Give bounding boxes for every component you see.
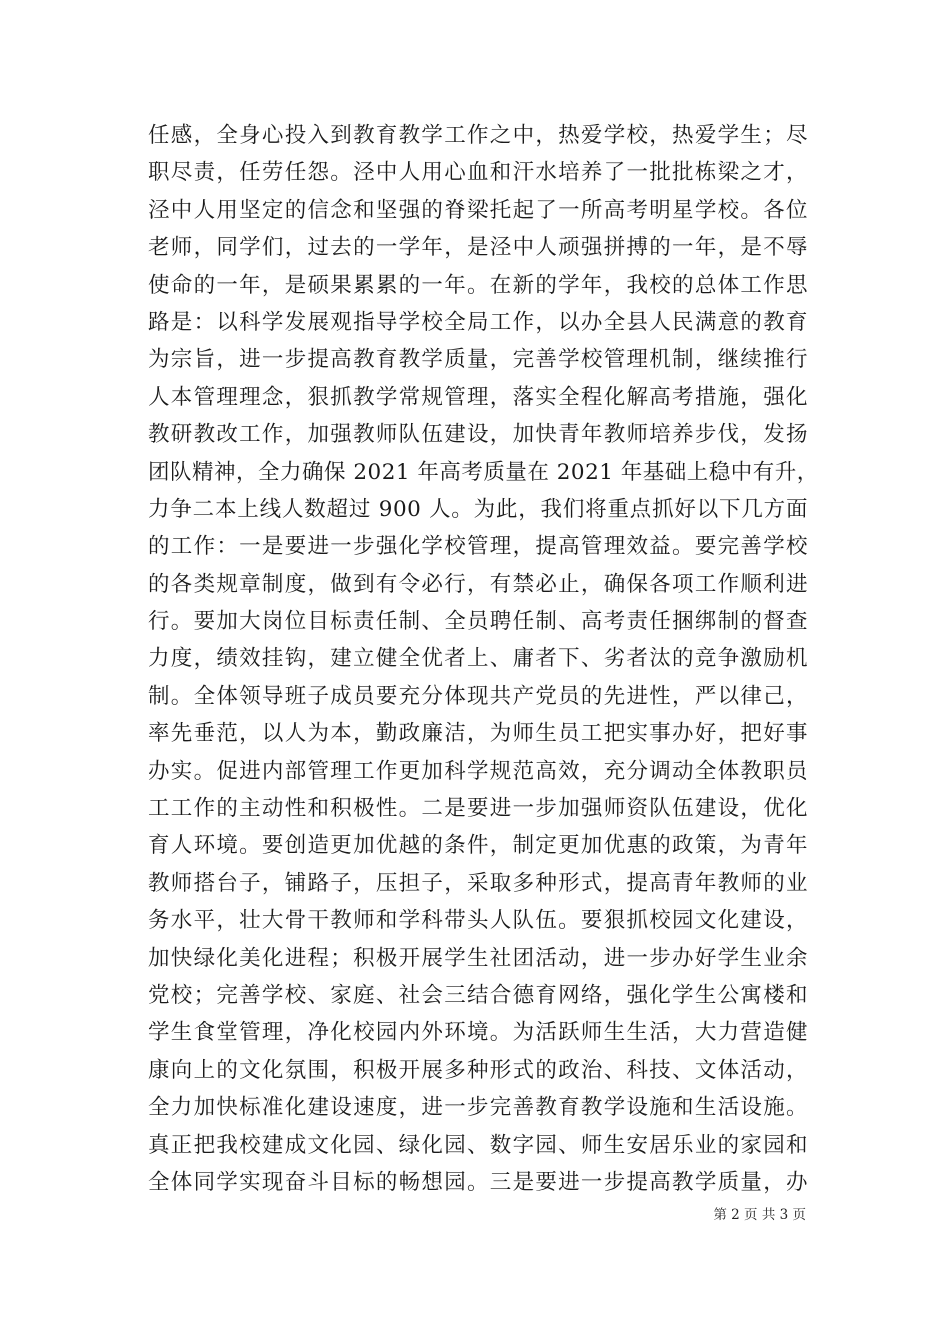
text-line: 务水平，壮大骨干教师和学科带头人队伍。要狠抓校园文化建设， <box>148 908 808 934</box>
text-line: 为宗旨，进一步提高教育教学质量，完善学校管理机制，继续推行 <box>148 347 808 373</box>
text-line: 制。全体领导班子成员要充分体现共产党员的先进性，严以律己， <box>148 683 808 709</box>
body-text <box>148 117 819 1201</box>
page-footer: 第 2 页 共 3 页 <box>713 1207 806 1223</box>
text-line: 真正把我校建成文化园、绿化园、数字园、师生安居乐业的家园和 <box>148 1132 808 1158</box>
text-line: 路是：以科学发展观指导学校全局工作，以办全县人民满意的教育 <box>148 309 808 335</box>
text-line: 泾中人用坚定的信念和坚强的脊梁托起了一所高考明星学校。各位 <box>148 197 808 223</box>
text-line: 力争二本上线人数超过 900 人。为此，我们将重点抓好以下几方面 <box>148 496 808 522</box>
text-line: 任感，全身心投入到教育教学工作之中，热爱学校，热爱学生；尽 <box>148 123 808 148</box>
text-line: 学生食堂管理，净化校园内外环境。为活跃师生生活，大力营造健 <box>148 1020 808 1046</box>
text-line: 育人环境。要创造更加优越的条件，制定更加优惠的政策，为青年 <box>148 833 808 859</box>
text-line: 力度，绩效挂钩，建立健全优者上、庸者下、劣者汰的竞争激励机 <box>148 646 808 672</box>
text-line: 教师搭台子，铺路子，压担子，采取多种形式，提高青年教师的业 <box>148 870 808 896</box>
text-line: 的工作：一是要进一步强化学校管理，提高管理效益。要完善学校 <box>148 534 808 560</box>
text-line: 率先垂范，以人为本，勤政廉洁，为师生员工把实事办好，把好事 <box>148 721 808 747</box>
text-line: 加快绿化美化进程；积极开展学生社团活动，进一步办好学生业余 <box>148 945 808 971</box>
text-line: 康向上的文化氛围，积极开展多种形式的政治、科技、文体活动， <box>148 1057 808 1083</box>
text-line: 工工作的主动性和积极性。二是要进一步加强师资队伍建设，优化 <box>148 796 808 822</box>
text-line: 全力加快标准化建设速度，进一步完善教育教学设施和生活设施。 <box>148 1095 808 1121</box>
text-line: 老师，同学们，过去的一学年，是泾中人顽强拼搏的一年，是不辱 <box>148 235 808 261</box>
text-line: 的各类规章制度，做到有令必行，有禁必止，确保各项工作顺利进 <box>148 571 808 597</box>
text-line: 教研教改工作，加强教师队伍建设，加快青年教师培养步伐，发扬 <box>148 422 808 448</box>
text-line: 职尽责，任劳任怨。泾中人用心血和汗水培养了一批批栋梁之才， <box>148 160 808 186</box>
text-line: 人本管理理念，狠抓教学常规管理，落实全程化解高考措施，强化 <box>148 384 808 410</box>
text-line: 行。要加大岗位目标责任制、全员聘任制、高考责任捆绑制的督查 <box>148 609 808 635</box>
text-line: 使命的一年，是硕果累累的一年。在新的学年，我校的总体工作思 <box>148 272 808 298</box>
text-line: 办实。促进内部管理工作更加科学规范高效，充分调动全体教职员 <box>148 758 808 784</box>
text-line: 团队精神，全力确保 2021 年高考质量在 2021 年基础上稳中有升， <box>148 459 819 485</box>
text-line: 全体同学实现奋斗目标的畅想园。三是要进一步提高教学质量，办 <box>148 1169 808 1195</box>
text-line: 党校；完善学校、家庭、社会三结合德育网络，强化学生公寓楼和 <box>148 982 808 1008</box>
